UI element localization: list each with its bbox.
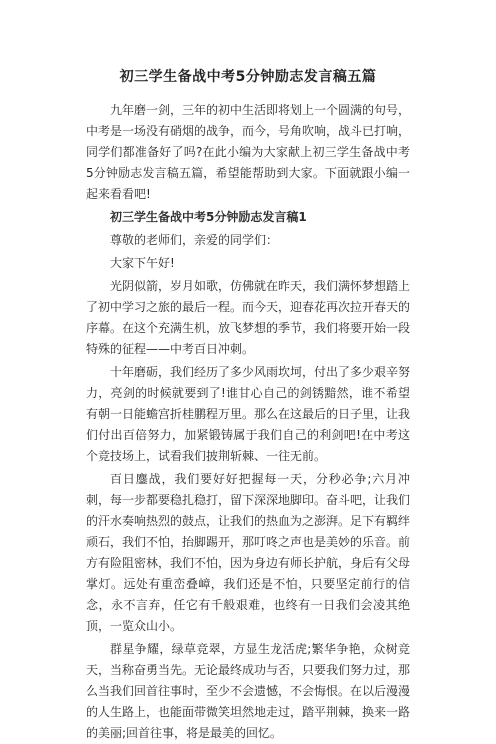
document-title: 初三学生备战中考5分钟励志发言稿五篇: [119, 69, 377, 85]
body-paragraph-1: 光阴似箭，岁月如歌，仿佛就在昨天，我们满怀梦想踏上了初中学习之旅的最后一程。而今天，迎春花再次拉开春天的序幕。在这个充满生机，放飞梦想的季节，我们将要开始一段特殊的征程——中考百日冲刺。: [86, 279, 411, 356]
section-title: 初三学生备战中考5分钟励志发言稿1: [110, 210, 307, 224]
body-paragraph-4: 群星争耀，绿草竞翠，方显生龙活虎;繁华争艳，众树竞天，当称奋勇当先。无论最终成功与否，只要我们努力过，那么当我们回首往事时，至少不会遗憾，不会悔恨。在以后漫漫的人生路上，也能面带微笑坦然地走过，踏平荆棘，换来一路的美丽;回首往事，将是最美的回忆。: [86, 642, 411, 740]
body-paragraph-2: 十年磨砺，我们经历了多少风雨坎坷，付出了多少艰辛努力，亮剑的时候就要到了!谁甘心自己的剑锈黯然，谁不希望有朝一日能蟾宫折桂鹏程万里。那么在这最后的日子里，让我们付出百倍努力，加紧锻铸属于我们自己的利剑吧!在中考这个竞技场上，试看我们披荆斩棘、一往无前。: [86, 365, 411, 463]
body-paragraph-3: 百日鏖战，我们要好好把握每一天，分秒必争;六月冲刺，每一步都要稳扎稳打，留下深深地脚印。奋斗吧，让我们的汗水奏响热烈的鼓点，让我们的热血为之澎湃。足下有羁绊顽石，我们不怕，抬脚踢开，那叮咚之声也是美妙的乐音。前方有险阻密林，我们不怕，因为身边有师长护航，身后有父母掌灯。远处有重峦叠嶂，我们还是不怕，只要坚定前行的信念，永不言弃，任它有千般艰难，也终有一日我们会凌其绝顶，一览众山小。: [86, 472, 411, 633]
greeting: 大家下午好!: [110, 256, 175, 270]
intro-paragraph: 九年磨一剑，三年的初中生活即将划上一个圆满的句号，中考是一场没有硝烟的战争，而今，号角吹响，战斗已打响，同学们都准备好了吗?在此小编为大家献上初三学生备战中考5分钟励志发言稿五篇，希望能帮助到大家。下面就跟小编一起来看看吧!: [86, 103, 411, 201]
salutation: 尊敬的老师们，亲爱的同学们：: [110, 233, 279, 247]
